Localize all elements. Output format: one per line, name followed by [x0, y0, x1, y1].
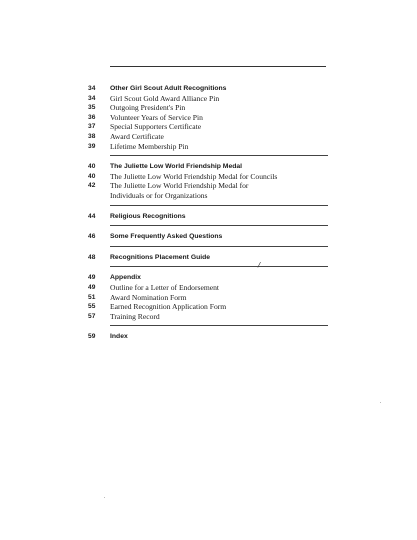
toc-page-number: 42	[88, 182, 96, 190]
toc-page-number: 35	[88, 104, 96, 112]
toc-entry-row[interactable]	[88, 142, 328, 152]
toc-page-number: 51	[88, 293, 96, 301]
toc-entry-row[interactable]	[88, 302, 328, 312]
toc-page-number: 40	[88, 163, 96, 171]
section-divider	[110, 246, 328, 247]
toc-entry-text: Award Nomination Form	[110, 292, 187, 302]
toc-entry-row[interactable]	[88, 312, 328, 322]
toc-entry-text: The Juliette Low World Friendship Medal for Councils	[110, 171, 278, 181]
table-of-contents	[88, 84, 328, 342]
toc-page-number: 49	[88, 283, 96, 291]
toc-page-number: 34	[88, 94, 96, 102]
toc-heading-text: Index	[110, 333, 128, 341]
toc-heading-text: The Juliette Low World Friendship Medal	[110, 163, 243, 171]
toc-entry-text: Girl Scout Gold Award Alliance Pin	[110, 93, 220, 103]
toc-page-number: 37	[88, 123, 96, 131]
toc-entry-row[interactable]	[88, 132, 328, 142]
toc-heading-text: Other Girl Scout Adult Recognitions	[110, 85, 227, 92]
toc-section-juliette-low-medal	[88, 162, 328, 205]
toc-section-appendix	[88, 273, 328, 326]
toc-heading-text: Religious Recognitions	[110, 212, 186, 220]
toc-section-faq	[88, 232, 328, 247]
toc-entry-text: Outline for a Letter of Endorsement	[110, 282, 220, 292]
toc-page-number: 34	[88, 85, 96, 92]
toc-page-number: 55	[88, 303, 96, 311]
toc-entry-row[interactable]	[88, 283, 328, 293]
toc-entry-text: Special Supporters Certificate	[110, 122, 202, 132]
toc-entry-row[interactable]	[88, 181, 328, 200]
toc-heading-text: Appendix	[110, 274, 141, 282]
toc-entry-text: Training Record	[110, 311, 160, 321]
toc-page-number: 49	[88, 274, 96, 282]
toc-page-number: 46	[88, 233, 96, 241]
toc-section-religious	[88, 212, 328, 227]
toc-heading-row[interactable]	[88, 253, 328, 263]
toc-heading-row[interactable]	[88, 273, 328, 283]
toc-page-number: 36	[88, 113, 96, 121]
toc-entry-text: Lifetime Membership Pin	[110, 141, 189, 151]
section-divider	[110, 205, 328, 206]
scan-speck	[104, 497, 105, 498]
toc-page-number: 57	[88, 312, 96, 320]
toc-entry-text: Outgoing President's Pin	[110, 103, 186, 113]
toc-section-adult-recognitions	[88, 84, 328, 156]
toc-entry-row[interactable]	[88, 293, 328, 303]
toc-entry-row[interactable]	[88, 172, 328, 182]
toc-entry-row[interactable]	[88, 113, 328, 123]
pen-tick-mark: /	[257, 261, 262, 270]
section-divider	[110, 155, 328, 156]
toc-entry-text: The Juliette Low World Friendship Medal for Individuals or for Organizations	[110, 181, 249, 200]
toc-page-number: 48	[88, 253, 96, 261]
toc-page-number: 59	[88, 333, 96, 341]
section-divider	[110, 325, 328, 326]
top-rule	[110, 66, 326, 67]
section-divider	[110, 225, 328, 226]
toc-entry-text: Earned Recognition Application Form	[110, 302, 227, 312]
section-divider	[110, 261, 328, 270]
toc-heading-text: Some Frequently Asked Questions	[110, 233, 223, 241]
toc-heading-row[interactable]	[88, 162, 328, 172]
toc-page-number: 38	[88, 132, 96, 140]
toc-section-index	[88, 332, 328, 342]
toc-entry-text: Award Certificate	[110, 131, 164, 141]
toc-heading-text: Recognitions Placement Guide	[110, 253, 211, 261]
toc-entry-row[interactable]	[88, 103, 328, 113]
toc-heading-row[interactable]	[88, 212, 328, 222]
toc-page-number: 40	[88, 172, 96, 180]
toc-heading-row[interactable]	[88, 332, 328, 342]
toc-entry-row[interactable]	[88, 122, 328, 132]
toc-heading-row[interactable]	[88, 84, 328, 94]
toc-entry-text: Volunteer Years of Service Pin	[110, 112, 203, 122]
toc-page-number: 44	[88, 212, 96, 220]
toc-entry-row[interactable]	[88, 94, 328, 104]
toc-page-number: 39	[88, 142, 96, 150]
scan-speck	[380, 402, 381, 403]
toc-heading-row[interactable]	[88, 232, 328, 242]
toc-section-placement-guide	[88, 253, 328, 268]
